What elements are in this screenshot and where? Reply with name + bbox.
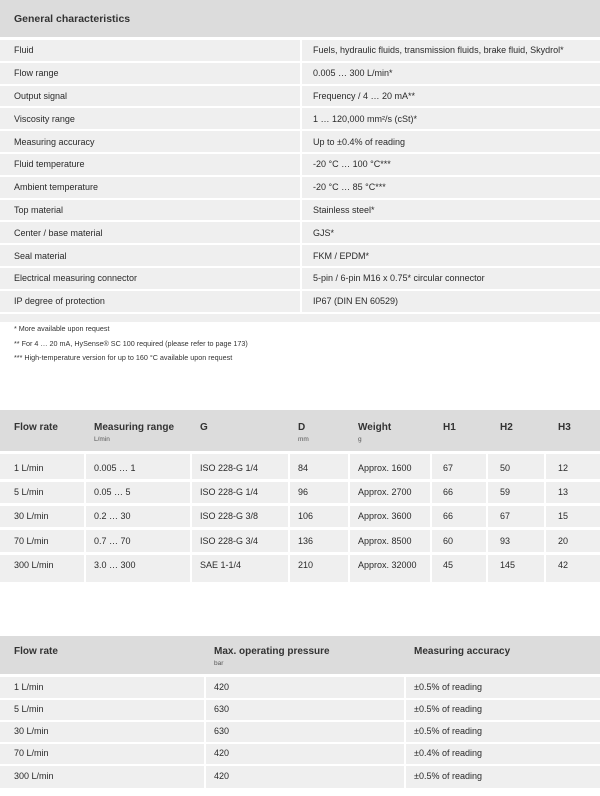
column-header: G (200, 422, 208, 433)
table-cell: 30 L/min (14, 511, 49, 521)
table-cell: 42 (558, 560, 569, 570)
table-cell: 45 (443, 560, 454, 570)
characteristic-value: IP67 (DIN EN 60529) (313, 296, 399, 307)
characteristic-row (0, 86, 600, 109)
characteristic-value: 5-pin / 6-pin M16 x 0.75* circular connector (313, 273, 485, 284)
table-cell: 0.005 … 1 (94, 463, 136, 473)
column-divider (348, 454, 350, 582)
characteristic-label: Viscosity range (0, 108, 302, 129)
footnote: *** High-temperature version for up to 160 °C available upon request (14, 353, 233, 362)
column-header: H1 (443, 422, 456, 433)
table-cell: 93 (500, 536, 511, 546)
table-cell: 12 (558, 463, 569, 473)
column-divider (486, 454, 488, 582)
table-row (0, 458, 600, 478)
characteristic-label: Flow range (0, 63, 302, 84)
characteristic-value: Frequency / 4 … 20 mA** (313, 90, 416, 101)
table-cell: 145 (500, 560, 516, 570)
table-cell: SAE 1-1/4 (200, 560, 242, 570)
table-cell: 106 (298, 511, 314, 521)
footnote: ** For 4 … 20 mA, HySense® SC 100 required (please refer to page 173) (14, 338, 248, 348)
table-row (0, 482, 600, 502)
characteristic-row (0, 154, 600, 177)
table-cell: Approx. 2700 (358, 487, 412, 497)
column-unit: bar (214, 660, 224, 667)
table-cell: 70 L/min (14, 536, 49, 546)
table-row (0, 677, 600, 697)
table-cell: 67 (443, 463, 454, 473)
table-cell: 420 (214, 682, 230, 692)
column-header: Max. operating pressure (214, 646, 330, 657)
table-cell: 3.0 … 300 (94, 560, 136, 570)
general-characteristics-title: General characteristics (0, 0, 600, 40)
table-cell: 84 (298, 463, 309, 473)
table-cell: ±0.5% of reading (414, 726, 482, 736)
characteristic-label: Seal material (0, 245, 302, 266)
table-cell: Approx. 1600 (358, 463, 412, 473)
characteristic-value: -20 °C … 85 °C*** (313, 182, 386, 193)
table-cell: 136 (298, 536, 314, 546)
table-cell: 210 (298, 560, 314, 570)
characteristic-label: Ambient temperature (0, 177, 302, 198)
table-cell: 300 L/min (14, 560, 54, 570)
table-cell: 70 L/min (14, 748, 49, 758)
characteristic-value: Stainless steel* (313, 204, 375, 215)
table-row (0, 699, 600, 719)
column-unit: g (358, 436, 362, 443)
characteristic-value: 0.005 … 300 L/min* (313, 68, 393, 79)
table-cell: 30 L/min (14, 726, 49, 736)
characteristic-label: IP degree of protection (0, 291, 302, 312)
characteristic-value: -20 °C … 100 °C*** (313, 159, 391, 170)
characteristic-row (0, 268, 600, 291)
table-cell: 60 (443, 536, 454, 546)
column-header: Flow rate (14, 422, 58, 433)
table-cell: 5 L/min (14, 487, 44, 497)
column-header: H2 (500, 422, 513, 433)
row-divider (0, 527, 600, 530)
column-divider (430, 454, 432, 582)
table-cell: 630 (214, 704, 230, 714)
table-cell: 15 (558, 511, 569, 521)
column-unit: mm (298, 436, 309, 443)
column-header: Flow rate (14, 646, 58, 657)
table-cell: 13 (558, 487, 569, 497)
table-cell: 59 (500, 487, 511, 497)
characteristic-label: Output signal (0, 86, 302, 107)
table-cell: 1 L/min (14, 463, 44, 473)
characteristic-label: Center / base material (0, 222, 302, 243)
general-characteristics-table (0, 0, 600, 322)
pressure-header (0, 636, 600, 677)
table-cell: ±0.5% of reading (414, 771, 482, 781)
table-cell: 420 (214, 771, 230, 781)
table-row (0, 743, 600, 763)
column-header: D (298, 422, 306, 433)
characteristic-row (0, 177, 600, 200)
characteristic-row (0, 108, 600, 131)
characteristic-label: Fluid (0, 40, 302, 61)
table-cell: 300 L/min (14, 771, 54, 781)
column-divider (190, 454, 192, 582)
characteristic-value: GJS* (313, 227, 335, 238)
table-cell: 630 (214, 726, 230, 736)
table-cell: ±0.4% of reading (414, 748, 482, 758)
table-cell: 420 (214, 748, 230, 758)
table-cell: Approx. 8500 (358, 536, 412, 546)
column-header: Weight (358, 422, 392, 433)
table-cell: 66 (443, 511, 454, 521)
characteristic-row (0, 222, 600, 245)
footnote: * More available upon request (14, 324, 110, 333)
characteristic-value: FKM / EPDM* (313, 250, 370, 261)
table-cell: ISO 228-G 1/4 (200, 487, 259, 497)
characteristic-label: Top material (0, 200, 302, 221)
table-cell: ISO 228-G 3/4 (200, 536, 259, 546)
column-divider (404, 677, 406, 788)
table-cell: ±0.5% of reading (414, 682, 482, 692)
table-cell: ±0.5% of reading (414, 704, 482, 714)
characteristic-row (0, 40, 600, 63)
table-cell: 20 (558, 536, 569, 546)
table-cell: 66 (443, 487, 454, 497)
table-cell: 1 L/min (14, 682, 44, 692)
characteristic-row (0, 245, 600, 268)
column-header: Measuring range (94, 422, 175, 433)
characteristic-label: Electrical measuring connector (0, 268, 302, 289)
table-cell: 0.05 … 5 (94, 487, 131, 497)
table-cell: 0.7 … 70 (94, 536, 131, 546)
table-cell: 5 L/min (14, 704, 44, 714)
table-cell: 67 (500, 511, 511, 521)
footnotes (14, 322, 248, 366)
characteristic-value: Fuels, hydraulic fluids, transmission fluids, brake fluid, Skydrol* (313, 45, 564, 56)
table-cell: 0.2 … 30 (94, 511, 131, 521)
table-row (0, 555, 600, 575)
column-divider (544, 454, 546, 582)
characteristic-value: 1 … 120,000 mm²/s (cSt)* (313, 113, 418, 124)
dimensions-table (0, 410, 600, 582)
dimensions-header (0, 410, 600, 454)
characteristic-value: Up to ±0.4% of reading (313, 136, 405, 147)
column-header: Measuring accuracy (414, 646, 511, 657)
table-cell: ISO 228-G 1/4 (200, 463, 259, 473)
characteristic-row (0, 63, 600, 86)
table-row (0, 721, 600, 741)
table-row (0, 531, 600, 551)
characteristic-row (0, 291, 600, 314)
characteristic-label: Fluid temperature (0, 154, 302, 175)
table-cell: Approx. 32000 (358, 560, 417, 570)
column-unit: L/min (94, 436, 110, 443)
table-cell: 50 (500, 463, 511, 473)
characteristic-row (0, 200, 600, 223)
column-divider (288, 454, 290, 582)
column-header: H3 (558, 422, 571, 433)
pressure-accuracy-table (0, 636, 600, 788)
table-row (0, 766, 600, 786)
table-cell: ISO 228-G 3/8 (200, 511, 259, 521)
table-cell: Approx. 3600 (358, 511, 412, 521)
characteristic-label: Measuring accuracy (0, 131, 302, 152)
characteristic-row (0, 131, 600, 154)
table-cell: 96 (298, 487, 309, 497)
column-divider (204, 677, 206, 788)
table-row (0, 506, 600, 526)
column-divider (84, 454, 86, 582)
